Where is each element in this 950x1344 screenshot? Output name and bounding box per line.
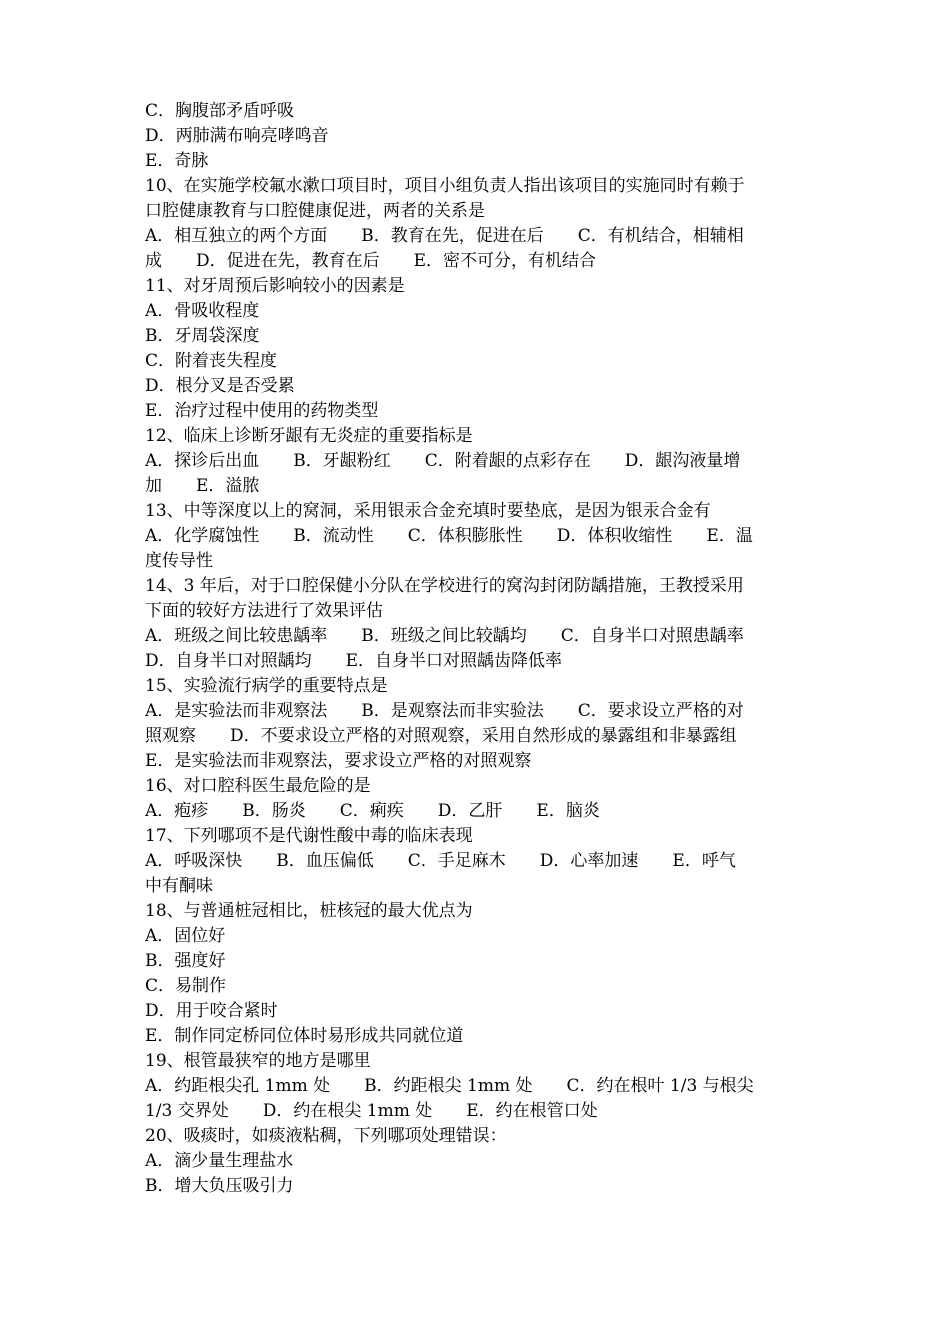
question-19-options: A．约距根尖孔 1mm 处 B．约距根尖 1mm 处 C．约在根叶 1/3 与根尖 xyxy=(145,1076,754,1096)
question-14-options-cont: D．自身半口对照龋均 E．自身半口对照龋齿降低率 xyxy=(145,651,563,671)
question-14-options: A．班级之间比较患龋率 B．班级之间比较龋均 C．自身半口对照患龋率 xyxy=(145,626,744,646)
question-11-stem: 11、对牙周预后影响较小的因素是 xyxy=(145,276,405,296)
question-15-options: A．是实验法而非观察法 B．是观察法而非实验法 C．要求设立严格的对 xyxy=(145,701,744,721)
question-19-options-cont: 1/3 交界处 D．约在根尖 1mm 处 E．约在根管口处 xyxy=(145,1101,598,1121)
question-18-option-b: B．强度好 xyxy=(145,951,226,971)
question-11-option-e: E．治疗过程中使用的药物类型 xyxy=(145,401,379,421)
question-16-stem: 16、对口腔科医生最危险的是 xyxy=(145,776,371,796)
question-11-option-d: D．根分叉是否受累 xyxy=(145,376,295,396)
question-14-stem-cont: 下面的较好方法进行了效果评估 xyxy=(145,601,383,621)
question-16-options: A．疱疹 B．肠炎 C．痢疾 D．乙肝 E．脑炎 xyxy=(145,801,600,821)
question-14-stem: 14、3 年后，对于口腔保健小分队在学校进行的窝沟封闭防龋措施，王教授采用 xyxy=(145,576,744,596)
question-12-options-cont: 加 E．溢脓 xyxy=(145,476,260,496)
question-20-option-b: B．增大负压吸引力 xyxy=(145,1176,294,1196)
question-11-option-b: B．牙周袋深度 xyxy=(145,326,260,346)
question-13-options-cont: 度传导性 xyxy=(145,551,213,571)
document-body xyxy=(145,99,811,1199)
question-20-option-a: A．滴少量生理盐水 xyxy=(145,1151,294,1171)
question-18-option-a: A．固位好 xyxy=(145,926,226,946)
question-11-option-c: C．附着丧失程度 xyxy=(145,351,278,371)
question-13-options: A．化学腐蚀性 B．流动性 C．体积膨胀性 D．体积收缩性 E．温 xyxy=(145,526,753,546)
question-18-option-d: D．用于咬合紧时 xyxy=(145,1001,278,1021)
question-18-option-e: E．制作同定桥同位体时易形成共同就位道 xyxy=(145,1026,464,1046)
question-10-stem: 10、在实施学校氟水漱口项目时，项目小组负责人指出该项目的实施同时有赖于 xyxy=(145,176,745,196)
question-10-options-cont: 成 D．促进在先，教育在后 E．密不可分，有机结合 xyxy=(145,251,597,271)
question-17-options-cont: 中有酮味 xyxy=(145,876,213,896)
question-10-options: A．相互独立的两个方面 B．教育在先，促进在后 C．有机结合，相辅相 xyxy=(145,226,744,246)
question-15-option-e: E．是实验法而非观察法，要求设立严格的对照观察 xyxy=(145,751,532,771)
question-12-options: A．探诊后出血 B．牙龈粉红 C．附着龈的点彩存在 D．龈沟液量增 xyxy=(145,451,741,471)
question-17-options: A．呼吸深快 B．血压偏低 C．手足麻木 D．心率加速 E．呼气 xyxy=(145,851,736,871)
question-18-stem: 18、与普通桩冠相比，桩核冠的最大优点为 xyxy=(145,901,473,921)
question-13-stem: 13、中等深度以上的窝洞，采用银汞合金充填时要垫底，是因为银汞合金有 xyxy=(145,501,711,521)
text-line: E．奇脉 xyxy=(145,151,209,171)
question-15-options-cont: 照观察 D．不要求设立严格的对照观察，采用自然形成的暴露组和非暴露组 xyxy=(145,726,737,746)
question-19-stem: 19、根管最狭窄的地方是哪里 xyxy=(145,1051,371,1071)
question-12-stem: 12、临床上诊断牙龈有无炎症的重要指标是 xyxy=(145,426,473,446)
question-18-option-c: C．易制作 xyxy=(145,976,227,996)
question-11-option-a: A．骨吸收程度 xyxy=(145,301,260,321)
text-line: C．胸腹部矛盾呼吸 xyxy=(145,101,295,121)
question-15-stem: 15、实验流行病学的重要特点是 xyxy=(145,676,388,696)
question-20-stem: 20、吸痰时，如痰液粘稠，下列哪项处理错误： xyxy=(145,1126,507,1146)
question-10-stem-cont: 口腔健康教育与口腔健康促进，两者的关系是 xyxy=(145,201,485,221)
question-17-stem: 17、下列哪项不是代谢性酸中毒的临床表现 xyxy=(145,826,473,846)
text-line: D．两肺满布响亮哮鸣音 xyxy=(145,126,329,146)
